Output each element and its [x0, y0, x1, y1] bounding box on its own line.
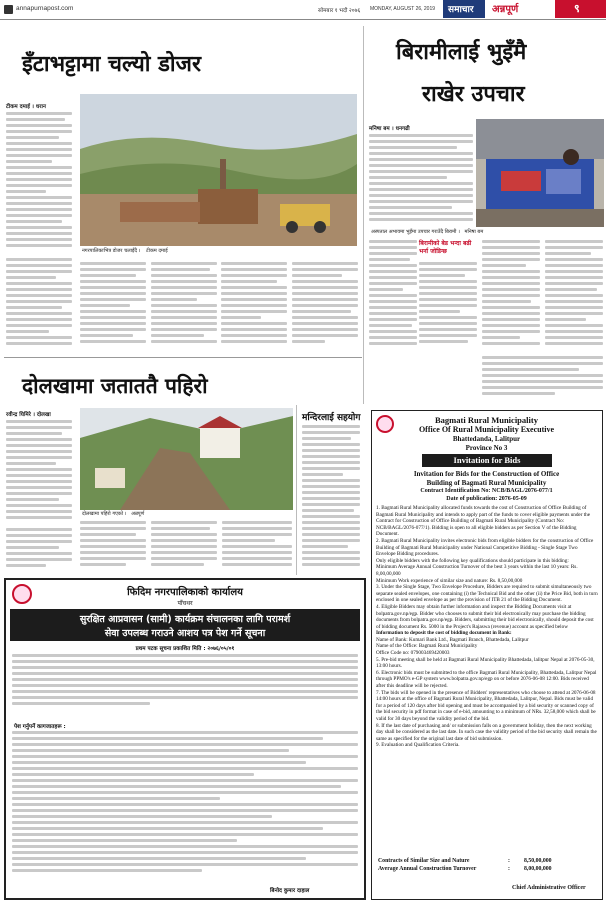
- photo-bulldozer-credit: टीकम दमाई: [146, 248, 168, 254]
- article-patients-pullquote: बिरामीको बेड भन्दा बढी भर्ना जोडिन्छ: [419, 240, 472, 255]
- article-temple-body: [302, 425, 360, 573]
- bid-item-5: Minimum Work experience of similar size and nature: Rs. 8,50,00,000: [376, 577, 523, 584]
- photo-landslide-caption-text: दोलखामा पहिरो गएको ।: [82, 511, 127, 517]
- photo-landslide-caption: [82, 511, 144, 518]
- notice-phidim-title-box: [10, 609, 360, 641]
- article-bulldozer-body-col2: [6, 258, 72, 350]
- bid-item-7: 4. Eligible Bidders may obtain further information and inspect the Bidding Documents visit at bolpatra.gov.np/egp. Bidder who chooses to submit their bid electronically may purchase the bidding documents from bolpatra.gov.np/egp. Bidders, submitting their bid electronically, should deposit the cost of bidding document Rs. 5000 in the Project's Rajaswa (revenue) account as specified below: [376, 603, 594, 630]
- article-landslide-body-col1: [6, 420, 72, 524]
- notice-bagmati-banner-text: Invitation for Bids: [453, 455, 521, 465]
- notice-bagmati-items: [376, 505, 598, 749]
- column-divider-2: [296, 405, 297, 575]
- photo-patients-caption-text: अस्पताल अभावमा भुइँमा उपचार गराउँदै बिरामी ।: [371, 229, 460, 235]
- notice-bagmati-title-2: Building of Bagmati Rural Municipality: [426, 479, 547, 487]
- article-landslide-headline: दोलखामा जताततै पहिरो: [22, 374, 208, 398]
- photo-landslide-credit: अन्नपूर्ण: [131, 511, 145, 517]
- criteria-value: 8,50,00,000: [524, 858, 552, 864]
- brand-name: अन्नपूर्ण: [492, 4, 519, 15]
- bid-item-9: Name of Bank: Kumari Bank Ltd., Bagmati Branch, Bhattedada, Lalitpur: [376, 636, 529, 643]
- masthead: [0, 0, 606, 20]
- notice-phidim-subtitle: पाँचथर: [177, 600, 193, 607]
- bid-item-3: Only eligible bidders with the following key qualifications should participate in this bidding:: [376, 557, 569, 564]
- bid-item-11: Office Code no: 079003469420003: [376, 650, 450, 657]
- bid-item-1: 1. Bagmati Rural Municipality allocated funds towards the cost of Construction of Office Building of Bagmati Rural Municipality and intends to apply part of the funds to cover eligible payments under the Contract for Construction of Office Building of Bagmati Rural Municipality (Contract No: NCB/BAGL/2076-077/1). Bidding is open to all eligible bidders as per Section V of the Bidding Document.: [376, 505, 591, 538]
- article-patients-body-col3: [419, 262, 477, 352]
- notice-bagmati-title-1: Invitation for Bids for the Construction of Office: [413, 470, 560, 478]
- article-patients-headline-2: राखेर उपचार: [422, 82, 525, 107]
- bid-item-6: 3. Under the Single Stage, Two Envelope Procedure, Bidders are required to submit simultaneously two separate sealed envelopes, one containing (i) the Technical Bid and the other (ii) the Price Bid, both in turn enclosed in one sealed envelope as per the provision of ITB 21 of the Bidding Document.: [376, 584, 598, 604]
- criteria-sep: :: [508, 866, 510, 872]
- article-landslide-body-col2: [80, 521, 146, 573]
- article-patients-body-col2: [369, 240, 417, 352]
- bid-item-15: 8. If the last date of purchasing and/ or submission falls on a government holiday, then the next working day shall be considered as the last date. In such case the validity period of the bid security shall remain the same as specified for the original last date of bid submission.: [376, 722, 597, 742]
- photo-bulldozer-caption-text: नगरपालिकाभित्र डोजर चलाइँदै ।: [82, 248, 141, 254]
- site-logo-icon: [4, 5, 13, 14]
- notice-phidim-intro: [12, 654, 358, 720]
- photo-landslide: [80, 408, 293, 510]
- photo-patients: [476, 119, 604, 227]
- page-number-box: [555, 0, 606, 18]
- notice-phidim-office: फिदिम नगरपालिकाको कार्यालय: [127, 587, 243, 598]
- criteria-row: [378, 857, 596, 865]
- article-bulldozer-body-col3: [80, 262, 146, 350]
- notice-phidim-title-2: सेवा उपलब्ध गराउने आशय पत्र पेश गर्ने सूचना: [104, 628, 266, 639]
- date-english: MONDAY, AUGUST 26, 2019: [370, 6, 436, 12]
- article-patients-body-col5: [545, 240, 603, 352]
- photo-patients-credit: मनिषा बम: [464, 229, 484, 235]
- article-temple-headline: मन्दिरलाई सहयोग: [302, 413, 361, 423]
- criteria-label: Average Annual Construction Turnover: [378, 866, 477, 872]
- notice-bagmati-date: Date of publication: 2076-05-09: [446, 496, 527, 502]
- bid-item-8: Information to deposit the cost of bidding document in Bank:: [376, 630, 512, 637]
- notice-phidim-list: [12, 731, 358, 881]
- notice-bagmati-district: Bhattedanda, Lalitpur: [452, 435, 521, 443]
- article-bulldozer-body-col5: [221, 262, 287, 350]
- notice-phidim-date: प्रथम पटक सूचना प्रकाशित मिति : २०७६/०५/०१: [135, 646, 235, 652]
- bid-item-12: 5. Pre-bid meeting shall be held at Bagmati Rural Municipality Bhattedada, lalitpur Nepal at 2076-05-30, 13:00 hours.: [376, 656, 595, 670]
- bid-item-2: 2. Bagmati Rural Municipality invites electronic bids from eligible bidders for the construction of Office Building of Bagmati Rural Municipality under National Competitive Bidding - Single Stage Two Envelope Bidding procedures.: [376, 537, 594, 558]
- notice-bagmati-org: Bagmati Rural Municipality: [435, 415, 538, 425]
- notice-phidim-list-heading: पेश गर्नुपर्ने कागजातहरू :: [14, 724, 66, 730]
- article-landslide-body-col4: [222, 521, 292, 573]
- bid-item-13: 6. Electronic bids must be submitted to the office Bagmati Rural Municipality, Bhattedada, Lalitpur Nepal through PPMO's e-GP system www.bolpatra.gov.np/egp on or before 2076-06-08 12:00. Bids received after this deadline will be rejected.: [376, 669, 597, 690]
- notice-bagmati: [371, 410, 603, 900]
- notice-bagmati-banner: [422, 454, 552, 467]
- notice-bagmati-contract: Contract Identification No: NCB/BAGL/2076-077/1: [420, 488, 553, 494]
- photo-bulldozer-caption: [82, 248, 168, 255]
- article-patients-body-col6: [482, 356, 603, 404]
- notice-bagmati-office: Office Of Rural Municipality Executive: [418, 425, 555, 434]
- site-url[interactable]: annapurnapost.com: [16, 5, 74, 12]
- photo-patients-caption: [371, 229, 603, 236]
- notice-phidim-title-1: सुरक्षित आप्रवासन (सामी) कार्यक्रम संचालनका लागि परामर्श: [79, 614, 291, 625]
- section-divider: [4, 357, 362, 358]
- notice-phidim-signature: बिनोद कुमार दाहाल: [270, 888, 310, 894]
- article-patients-headline-1: बिरामीलाई भुइँमै: [396, 40, 527, 65]
- photo-bulldozer-image: [80, 94, 357, 246]
- section-label: समाचार: [448, 5, 474, 15]
- notice-phidim: [4, 578, 366, 900]
- notice-bagmati-signature: Chief Administrative Officer: [512, 885, 586, 891]
- article-landslide-byline: रवीन्द्र घिमिरे । दोलखा: [6, 412, 51, 418]
- criteria-row: [378, 865, 596, 873]
- photo-landslide-image: [80, 408, 293, 510]
- notice-bagmati-province: Province No 3: [465, 444, 508, 452]
- article-patients-body-col4: [482, 240, 540, 352]
- criteria-table: [378, 857, 596, 873]
- photo-patients-image: [476, 119, 604, 227]
- bid-item-14: 7. The bids will be opened in the presence of Bidders' representatives who choose to attend at 2076-06-08 14:00 hours at the office of Bagmati Rural Municipality, Bhattedada, Lalitpur, Nepal. Bids must be valid for a period of 120 days after bid opening and must be accompanied by a bid security or scanned copy of the bid security in pdf format in case of e-bid, amounting to a minimum of NRs. 32,58,000 which shall be valid for 30 days beyond the validity period of the bid.: [376, 689, 596, 722]
- page-number: ९: [574, 2, 580, 15]
- bid-item-4: Minimum Average Annual Construction Turnover of the best 3 years within the last 10 years: Rs. 8,00,00,000: [376, 564, 578, 577]
- bid-item-16: 9. Evaluation and Qualification Criteria.: [376, 742, 460, 749]
- date-nepali: सोमबार १ भदौ २०७६: [318, 8, 361, 14]
- article-bulldozer-byline: टीकम दमाई । धरान: [6, 104, 46, 110]
- column-divider: [363, 26, 364, 404]
- article-patients-body-col1: [369, 134, 473, 226]
- article-landslide-body-col5: [6, 528, 72, 572]
- article-bulldozer-body-col1: [6, 112, 72, 254]
- photo-bulldozer: [80, 94, 357, 246]
- criteria-label: Contracts of Similar Size and Nature: [378, 858, 470, 864]
- article-bulldozer-body-col6: [292, 262, 358, 350]
- criteria-sep: :: [508, 858, 510, 864]
- criteria-value: 8,00,00,000: [524, 866, 552, 872]
- article-landslide-body-col3: [151, 521, 217, 573]
- bid-item-10: Name of the Office: Bagmati Rural Municipality: [376, 643, 478, 650]
- section-tab: [443, 0, 485, 18]
- article-bulldozer-headline: इँटाभट्टामा चल्यो डोजर: [22, 52, 201, 77]
- article-bulldozer-body-col4: [151, 262, 217, 350]
- article-patients-byline: मनिषा बम । धनगढी: [369, 126, 410, 132]
